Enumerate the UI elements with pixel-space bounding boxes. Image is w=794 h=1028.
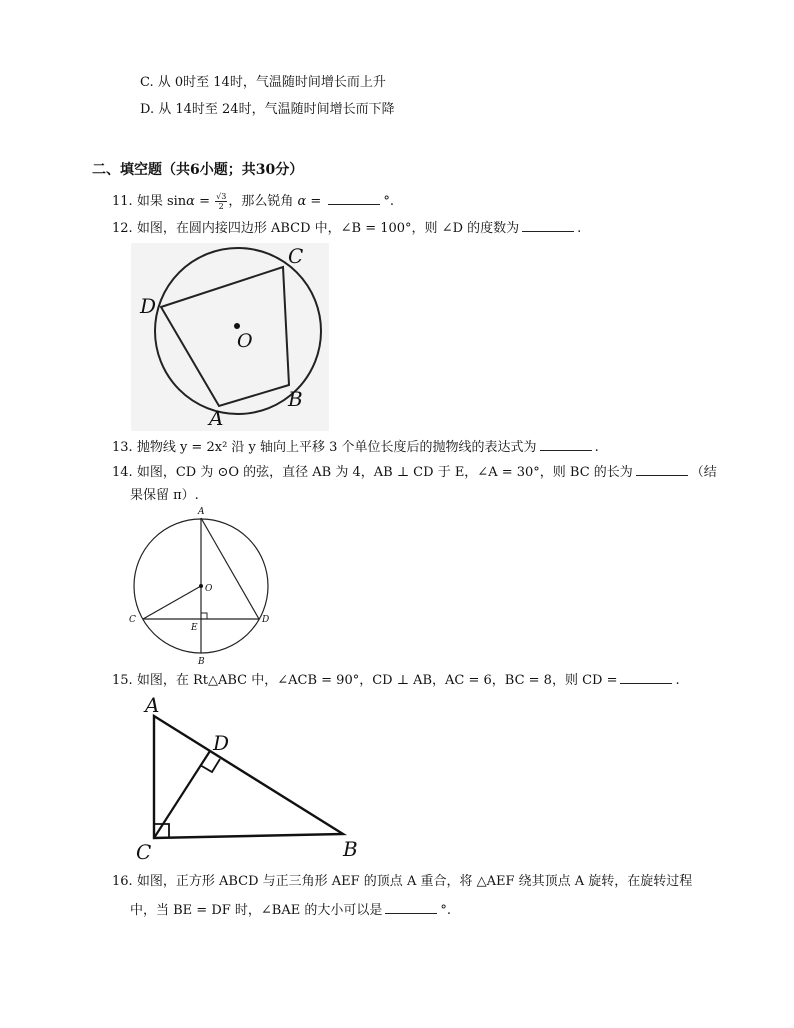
quadrilateral-abcd [161, 267, 289, 406]
fraction-denominator: 2 [218, 202, 224, 211]
question-end: . [594, 440, 599, 455]
section-title: 二、填空题（共6小题；共30分） [92, 162, 304, 178]
label-c: C [129, 615, 136, 625]
question-end: . [675, 673, 680, 688]
label-c: C [288, 244, 304, 268]
question-16-line-2 [130, 901, 451, 920]
label-a: A [145, 693, 160, 717]
question-text: 如果 sin [136, 194, 187, 209]
answer-blank [328, 192, 380, 205]
label-c: C [136, 840, 152, 864]
label-a: A [198, 507, 205, 517]
question-text: 抛物线 y = 2x² 沿 y 轴向上平移 3 个单位长度后的抛物线的表达式为 [136, 440, 537, 455]
answer-blank [636, 463, 688, 476]
question-11 [112, 192, 394, 211]
question-text: 如图，正方形 ABCD 与正三角形 AEF 的顶点 A 重合，将 △AEF 绕其顶点 A 旋转，在旋转过程 [136, 874, 693, 889]
answer-blank [540, 438, 592, 451]
center-point-o [199, 584, 203, 588]
label-o: O [237, 330, 253, 352]
label-e: E [191, 623, 198, 633]
question-12 [112, 219, 581, 238]
question-tail: （结 [690, 465, 717, 480]
label-d: D [140, 294, 157, 318]
question-15 [112, 671, 680, 690]
label-a: A [209, 406, 224, 430]
fraction [215, 192, 227, 211]
question-16 [112, 873, 692, 891]
question-number: 15. [112, 673, 133, 688]
fraction-numerator: √3 [216, 192, 227, 201]
alpha-symbol: α [186, 194, 195, 209]
figure-circle-chord [125, 502, 275, 667]
option-c: C. 从 0时至 14时，气温随时间增长而上升 [140, 75, 386, 90]
alpha-symbol-2: α [297, 194, 307, 209]
question-text-2: 中，当 BE = DF 时，∠BAE 的大小可以是 [130, 903, 383, 918]
segment-ad [201, 518, 259, 619]
question-text: 如图，在圆内接四边形 ABCD 中，∠B = 100°，则 ∠D 的度数为 [136, 221, 520, 236]
question-14-line-2: 果保留 π）. [130, 488, 199, 503]
center-point-o [234, 323, 240, 329]
label-o: O [205, 584, 213, 594]
question-number: 12. [112, 221, 133, 236]
right-angle-mark [201, 613, 207, 619]
question-end: °. [383, 194, 395, 209]
label-b: B [343, 837, 358, 861]
question-text: 如图，CD 为 ⊙O 的弦，直径 AB 为 4，AB ⊥ CD 于 E，∠A = 30°，则 BC 的长为 [136, 465, 633, 480]
question-14 [112, 463, 717, 482]
equals-sign: = [194, 194, 215, 209]
question-text-2: ，那么锐角 [228, 194, 298, 209]
label-d: D [262, 615, 270, 625]
question-number: 14. [112, 465, 133, 480]
segment-oc [143, 586, 201, 619]
figure-cyclic-quadrilateral [131, 243, 329, 431]
question-number: 16. [112, 874, 133, 889]
altitude-cd [154, 751, 210, 838]
figure-right-triangle [133, 692, 373, 862]
answer-blank [385, 901, 437, 914]
question-end: °. [440, 903, 452, 918]
answer-blank [620, 671, 672, 684]
question-text: 如图，在 Rt△ABC 中，∠ACB = 90°，CD ⊥ AB，AC = 6，BC = 8，则 CD = [136, 673, 618, 688]
label-d: D [213, 731, 230, 755]
question-number: 13. [112, 440, 133, 455]
label-b: B [288, 387, 303, 411]
label-b: B [198, 657, 205, 667]
question-number: 11. [112, 194, 133, 209]
triangle-abc [154, 716, 343, 838]
option-d: D. 从 14时至 24时，气温随时间增长而下降 [140, 102, 395, 117]
question-13 [112, 438, 599, 457]
answer-blank [522, 219, 574, 232]
equals-sign-2: = [306, 194, 326, 209]
question-end: . [577, 221, 582, 236]
